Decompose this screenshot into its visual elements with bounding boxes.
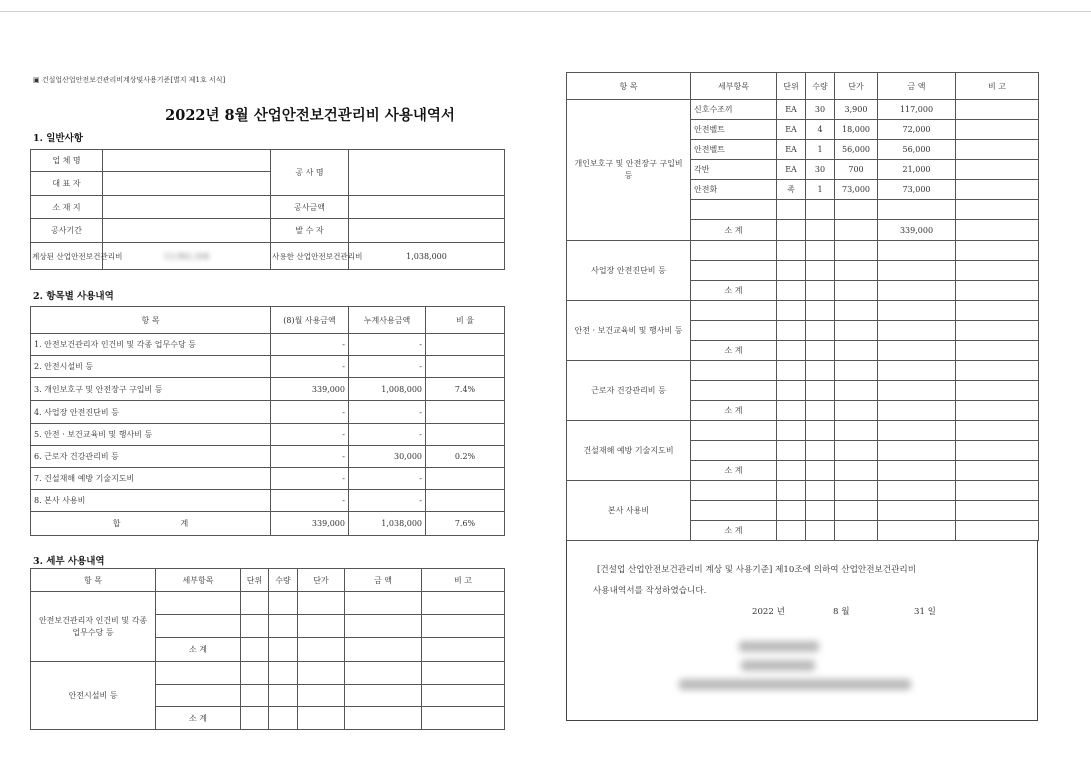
row-ratio: 0.2% xyxy=(426,446,505,468)
table-cell xyxy=(691,241,777,261)
total-cumulative: 1,038,000 xyxy=(349,512,426,536)
table-cell: 30 xyxy=(806,100,835,120)
table-cell xyxy=(878,261,956,281)
table-cell xyxy=(806,341,835,361)
table-cell xyxy=(806,401,835,421)
row-cumulative: - xyxy=(349,424,426,446)
row-item: 2. 안전시설비 등 xyxy=(31,356,271,378)
table-cell: 안전벨트 xyxy=(691,120,777,140)
value-ceo xyxy=(103,172,271,196)
table-cell xyxy=(691,381,777,401)
value-period xyxy=(103,219,271,243)
subtotal-label: 소 계 xyxy=(691,401,777,421)
table-cell xyxy=(241,707,269,730)
table-cell xyxy=(777,200,806,220)
header-item: 항 목 xyxy=(31,307,271,334)
label-company: 업 체 명 xyxy=(31,150,103,172)
used-cost-value: 1,038,000 xyxy=(349,243,505,270)
page-title: 2022년 8월 산업안전보건관리비 사용내역서 xyxy=(165,107,455,124)
group-name: 개인보호구 및 안전장구 구입비 등 xyxy=(567,100,691,241)
table-cell xyxy=(956,521,1039,541)
row-month: - xyxy=(271,490,349,512)
row-cumulative: - xyxy=(349,356,426,378)
header-amount: 금 액 xyxy=(345,569,422,592)
table-row xyxy=(567,100,1039,120)
table-cell xyxy=(956,220,1039,241)
value-address xyxy=(103,196,271,219)
subtotal-label: 소 계 xyxy=(156,707,241,730)
table-cell xyxy=(878,381,956,401)
total-row xyxy=(31,512,505,536)
group-name: 사업장 안전진단비 등 xyxy=(567,241,691,301)
total-label: 합 계 xyxy=(31,512,271,536)
table-cell xyxy=(835,421,878,441)
table-cell: 72,000 xyxy=(878,120,956,140)
header-remark: 비 고 xyxy=(422,569,505,592)
table-cell xyxy=(269,615,298,638)
table-cell xyxy=(835,301,878,321)
table-cell xyxy=(956,341,1039,361)
table-cell xyxy=(241,662,269,685)
table-cell: 18,000 xyxy=(835,120,878,140)
table-cell xyxy=(777,381,806,401)
row-item: 3. 개인보호구 및 안전장구 구입비 등 xyxy=(31,378,271,401)
table-cell xyxy=(691,441,777,461)
header-item: 항 목 xyxy=(567,73,691,100)
table-row xyxy=(31,490,505,512)
table-cell xyxy=(835,261,878,281)
table-cell xyxy=(806,461,835,481)
row-month: - xyxy=(271,401,349,424)
table-cell: 족 xyxy=(777,180,806,200)
table-cell: 117,000 xyxy=(878,100,956,120)
table-cell xyxy=(156,592,241,615)
subtotal-label: 소 계 xyxy=(691,281,777,301)
table-cell xyxy=(298,615,345,638)
table-cell xyxy=(691,481,777,501)
detail-usage-table-left xyxy=(30,568,505,730)
table-cell xyxy=(806,521,835,541)
label-ceo: 대 표 자 xyxy=(31,172,103,196)
table-cell xyxy=(422,707,505,730)
table-cell xyxy=(269,685,298,707)
table-cell xyxy=(422,592,505,615)
row-item: 1. 안전보건관리자 인건비 및 각종 업무수당 등 xyxy=(31,334,271,356)
table-cell: EA xyxy=(777,100,806,120)
table-cell xyxy=(345,592,422,615)
table-cell xyxy=(422,662,505,685)
row-item: 4. 사업장 안전진단비 등 xyxy=(31,401,271,424)
table-cell xyxy=(345,638,422,662)
table-cell xyxy=(806,501,835,521)
table-cell xyxy=(806,441,835,461)
table-cell xyxy=(777,441,806,461)
label-period: 공사기간 xyxy=(31,219,103,243)
table-cell xyxy=(835,481,878,501)
header-detail: 세부항목 xyxy=(691,73,777,100)
table-cell xyxy=(956,120,1039,140)
table-cell xyxy=(806,321,835,341)
table-cell xyxy=(835,321,878,341)
table-cell xyxy=(691,200,777,220)
row-month: - xyxy=(271,334,349,356)
table-cell: 56,000 xyxy=(878,140,956,160)
table-cell xyxy=(835,461,878,481)
row-month: - xyxy=(271,356,349,378)
group-name: 본사 사용비 xyxy=(567,481,691,541)
row-cumulative: - xyxy=(349,334,426,356)
declaration-month: 8 월 xyxy=(833,607,850,617)
row-item: 6. 근로자 건강관리비 등 xyxy=(31,446,271,468)
label-amount: 공사금액 xyxy=(271,196,349,219)
table-cell xyxy=(777,401,806,421)
label-client: 발 수 자 xyxy=(271,219,349,243)
table-row xyxy=(31,378,505,401)
table-cell xyxy=(878,321,956,341)
label-address: 소 재 지 xyxy=(31,196,103,219)
table-cell: 700 xyxy=(835,160,878,180)
table-cell xyxy=(956,461,1039,481)
row-ratio xyxy=(426,334,505,356)
signature-block xyxy=(679,641,939,698)
table-cell xyxy=(777,501,806,521)
table-cell xyxy=(878,281,956,301)
header-cumulative: 누계사용금액 xyxy=(349,307,426,334)
group-name: 안전보건관리자 인건비 및 각종 업무수당 등 xyxy=(31,592,156,662)
table-cell xyxy=(806,241,835,261)
table-cell xyxy=(298,662,345,685)
table-cell xyxy=(777,220,806,241)
row-ratio xyxy=(426,490,505,512)
section3-heading: 3. 세부 사용내역 xyxy=(33,556,105,567)
table-cell xyxy=(878,361,956,381)
header-detail: 세부항목 xyxy=(156,569,241,592)
row-ratio: 7.4% xyxy=(426,378,505,401)
table-cell xyxy=(806,200,835,220)
row-ratio xyxy=(426,468,505,490)
table-cell: 56,000 xyxy=(835,140,878,160)
row-month: - xyxy=(271,446,349,468)
subtotal-label: 소 계 xyxy=(156,638,241,662)
header-qty: 수량 xyxy=(806,73,835,100)
row-cumulative: 1,008,000 xyxy=(349,378,426,401)
table-cell xyxy=(835,341,878,361)
header-unit: 단위 xyxy=(777,73,806,100)
table-cell xyxy=(878,501,956,521)
table-cell xyxy=(806,421,835,441)
table-cell: 30 xyxy=(806,160,835,180)
table-cell xyxy=(835,381,878,401)
table-cell xyxy=(878,521,956,541)
table-cell xyxy=(956,261,1039,281)
table-cell xyxy=(777,321,806,341)
table-cell: 각반 xyxy=(691,160,777,180)
table-cell: 1 xyxy=(806,180,835,200)
header-price: 단가 xyxy=(835,73,878,100)
table-cell xyxy=(956,401,1039,421)
table-cell xyxy=(691,301,777,321)
header-price: 단가 xyxy=(298,569,345,592)
row-ratio xyxy=(426,401,505,424)
general-info-table xyxy=(30,149,505,270)
table-cell xyxy=(878,401,956,421)
subtotal-label: 소 계 xyxy=(691,521,777,541)
table-cell xyxy=(806,481,835,501)
table-cell xyxy=(241,615,269,638)
table-cell xyxy=(269,638,298,662)
table-cell xyxy=(835,521,878,541)
table-cell: EA xyxy=(777,120,806,140)
subtotal-label: 소 계 xyxy=(691,461,777,481)
table-cell xyxy=(777,261,806,281)
header-month: (8)월 사용금액 xyxy=(271,307,349,334)
label-project: 공 사 명 xyxy=(271,150,349,196)
table-cell xyxy=(777,361,806,381)
table-cell xyxy=(269,592,298,615)
row-item: 8. 본사 사용비 xyxy=(31,490,271,512)
row-ratio xyxy=(426,424,505,446)
header-remark: 비 고 xyxy=(956,73,1039,100)
table-row xyxy=(31,424,505,446)
group-name: 안전시설비 등 xyxy=(31,662,156,730)
table-cell: 21,000 xyxy=(878,160,956,180)
top-divider xyxy=(0,11,1091,12)
table-cell xyxy=(691,261,777,281)
table-row xyxy=(31,468,505,490)
label-used-cost: 사용한 산업안전보건관리비 xyxy=(271,243,349,270)
table-cell xyxy=(777,421,806,441)
table-cell: EA xyxy=(777,160,806,180)
subtotal-label: 소 계 xyxy=(691,341,777,361)
table-cell xyxy=(956,200,1039,220)
table-row xyxy=(31,401,505,424)
table-row xyxy=(31,334,505,356)
header-unit: 단위 xyxy=(241,569,269,592)
table-cell xyxy=(422,638,505,662)
table-cell xyxy=(269,662,298,685)
total-ratio: 7.6% xyxy=(426,512,505,536)
table-cell xyxy=(345,615,422,638)
declaration-line1: [건설업 산업안전보건관리비 계상 및 사용기준] 제10조에 의하여 산업안전보건관리비 xyxy=(597,565,917,575)
label-planned-cost: 계상된 산업안전보건관리비 xyxy=(31,243,103,270)
table-cell xyxy=(422,615,505,638)
table-cell xyxy=(691,321,777,341)
table-cell xyxy=(835,220,878,241)
table-cell xyxy=(806,220,835,241)
header-ratio: 비 율 xyxy=(426,307,505,334)
table-cell xyxy=(298,707,345,730)
subtotal-amount: 339,000 xyxy=(878,220,956,241)
group-name: 안전 · 보건교육비 및 행사비 등 xyxy=(567,301,691,361)
table-cell xyxy=(298,685,345,707)
group-name: 건설재해 예방 기술지도비 xyxy=(567,421,691,481)
row-item: 7. 건설재해 예방 기술지도비 xyxy=(31,468,271,490)
row-item: 5. 안전 · 보건교육비 및 행사비 등 xyxy=(31,424,271,446)
table-cell xyxy=(956,481,1039,501)
total-month: 339,000 xyxy=(271,512,349,536)
header-amount: 금 액 xyxy=(878,73,956,100)
table-cell xyxy=(422,685,505,707)
table-cell xyxy=(806,281,835,301)
table-cell xyxy=(806,361,835,381)
table-cell: 4 xyxy=(806,120,835,140)
table-cell xyxy=(878,241,956,261)
table-cell xyxy=(691,421,777,441)
table-cell xyxy=(878,481,956,501)
header-item: 항 목 xyxy=(31,569,156,592)
table-cell xyxy=(156,615,241,638)
table-cell: 73,000 xyxy=(878,180,956,200)
table-cell xyxy=(103,243,271,270)
table-cell xyxy=(777,521,806,541)
table-cell xyxy=(878,200,956,220)
table-cell xyxy=(806,381,835,401)
table-cell xyxy=(956,361,1039,381)
table-cell xyxy=(878,461,956,481)
table-row xyxy=(31,356,505,378)
row-cumulative: 30,000 xyxy=(349,446,426,468)
table-cell xyxy=(345,707,422,730)
table-cell: 1 xyxy=(806,140,835,160)
table-cell xyxy=(241,685,269,707)
row-month: - xyxy=(271,468,349,490)
value-company xyxy=(103,150,271,172)
form-reference: ▣ 건설업산업안전보건관리비계상및사용기준[별지 제1호 서식] xyxy=(33,76,226,84)
item-usage-table xyxy=(30,306,505,536)
table-cell xyxy=(691,361,777,381)
table-cell xyxy=(956,140,1039,160)
table-cell xyxy=(956,301,1039,321)
table-cell: EA xyxy=(777,140,806,160)
table-cell xyxy=(298,592,345,615)
header-qty: 수량 xyxy=(269,569,298,592)
table-cell xyxy=(956,160,1039,180)
table-cell xyxy=(777,341,806,361)
table-cell xyxy=(835,200,878,220)
row-ratio xyxy=(426,356,505,378)
table-cell xyxy=(835,361,878,381)
table-cell xyxy=(956,281,1039,301)
table-cell xyxy=(835,401,878,421)
value-amount xyxy=(349,196,505,219)
table-cell xyxy=(878,341,956,361)
row-cumulative: - xyxy=(349,490,426,512)
row-cumulative: - xyxy=(349,468,426,490)
table-cell xyxy=(345,685,422,707)
table-cell xyxy=(691,501,777,521)
table-cell xyxy=(956,100,1039,120)
subtotal-label: 소 계 xyxy=(691,220,777,241)
value-project xyxy=(349,150,505,196)
table-cell xyxy=(777,281,806,301)
table-cell xyxy=(878,301,956,321)
table-cell xyxy=(241,592,269,615)
table-cell xyxy=(806,301,835,321)
table-cell xyxy=(156,685,241,707)
table-cell xyxy=(878,441,956,461)
value-client xyxy=(349,219,505,243)
table-cell xyxy=(241,638,269,662)
table-cell xyxy=(878,421,956,441)
table-cell xyxy=(156,662,241,685)
group-name: 근로자 건강관리비 등 xyxy=(567,361,691,421)
table-cell xyxy=(835,501,878,521)
table-cell xyxy=(777,301,806,321)
declaration-year: 2022 년 xyxy=(752,607,785,617)
table-cell xyxy=(956,241,1039,261)
table-cell xyxy=(956,321,1039,341)
table-row xyxy=(31,446,505,468)
table-cell xyxy=(835,241,878,261)
detail-usage-table-right xyxy=(566,72,1039,541)
declaration-line2: 사용내역서를 작성하였습니다. xyxy=(593,586,707,596)
row-month: - xyxy=(271,424,349,446)
table-cell xyxy=(956,441,1039,461)
table-cell: 안전벨트 xyxy=(691,140,777,160)
table-cell xyxy=(345,662,422,685)
table-cell xyxy=(777,241,806,261)
table-cell xyxy=(777,481,806,501)
row-month: 339,000 xyxy=(271,378,349,401)
section1-heading: 1. 일반사항 xyxy=(33,133,83,144)
table-cell xyxy=(835,441,878,461)
table-cell xyxy=(956,421,1039,441)
table-cell xyxy=(956,501,1039,521)
table-cell xyxy=(777,461,806,481)
table-cell xyxy=(298,638,345,662)
declaration-day: 31 일 xyxy=(914,607,936,617)
row-cumulative: - xyxy=(349,401,426,424)
table-cell xyxy=(269,707,298,730)
table-cell xyxy=(956,381,1039,401)
table-cell: 신호수조끼 xyxy=(691,100,777,120)
table-cell xyxy=(806,261,835,281)
section2-heading: 2. 항목별 사용내역 xyxy=(33,291,114,302)
table-cell xyxy=(835,281,878,301)
planned-cost-value: 13,982,308 xyxy=(163,251,210,261)
table-cell: 3,900 xyxy=(835,100,878,120)
table-cell: 73,000 xyxy=(835,180,878,200)
table-cell: 안전화 xyxy=(691,180,777,200)
table-cell xyxy=(956,180,1039,200)
declaration-box xyxy=(566,540,1038,721)
